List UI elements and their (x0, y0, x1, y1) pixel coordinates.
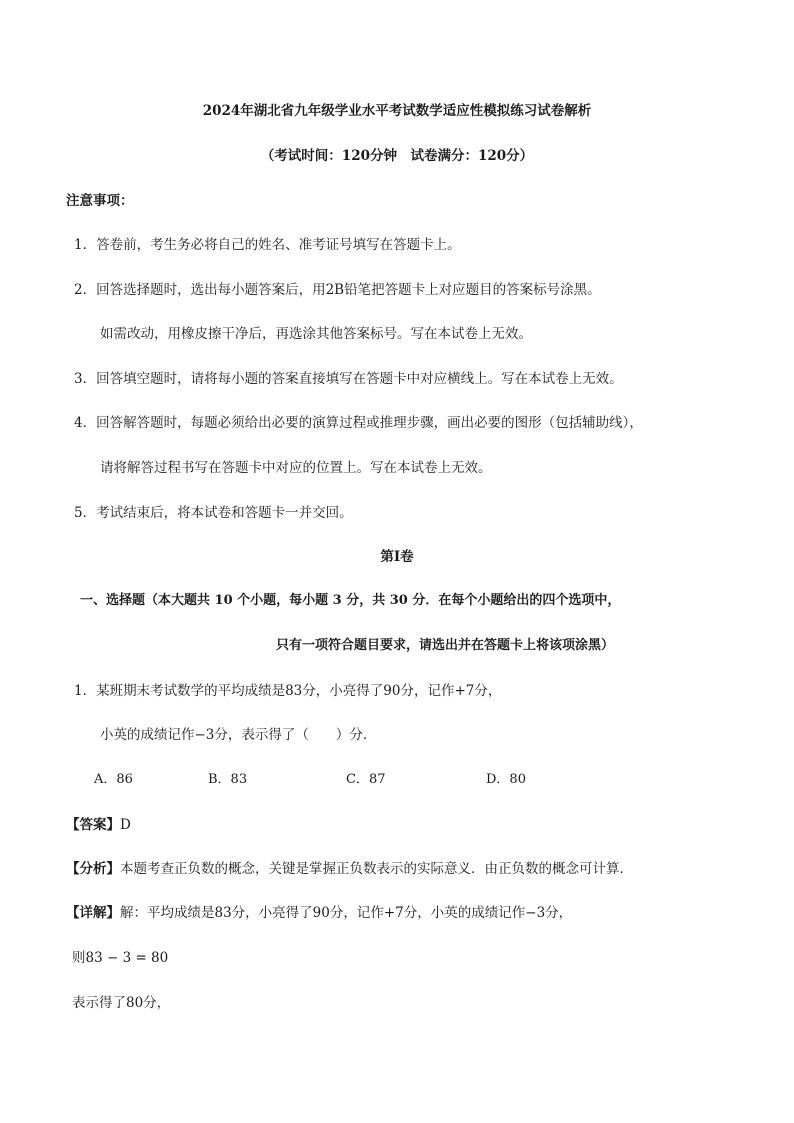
notice-item-4: 4．回答解答题时，每题必须给出必要的演算过程或推理步骤，画出必要的图形（包括辅助线）， (74, 415, 643, 431)
document-title: 2024年湖北省九年级学业水平考试数学适应性模拟练习试卷解析 (202, 103, 592, 119)
detail-tag: 【详解】 (66, 905, 120, 921)
option-b: B．83 (208, 772, 248, 787)
answer-value: D (120, 817, 131, 833)
notice-item-2: 2．回答选择题时，选出每小题答案后，用2B铅笔把答题卡上对应题目的答案标号涂黑。 (74, 282, 601, 298)
notice-item-2-continued: 如需改动，用橡皮擦干净后，再选涂其他答案标号。写在本试卷上无效。 (100, 326, 532, 342)
option-c: C．87 (346, 772, 386, 787)
analysis-tag: 【分析】 (66, 861, 120, 877)
detail-line (66, 904, 572, 922)
question-1-stem-continued: 小英的成绩记作−3分，表示得了（ ）分． (100, 727, 377, 743)
answer-line (66, 816, 131, 834)
document-subtitle: （考试时间：120分钟 试卷满分：120分） (260, 148, 534, 164)
question-1-stem: 1．某班期末考试数学的平均成绩是83分，小亮得了90分，记作+7分， (74, 683, 502, 699)
analysis-text: 本题考查正负数的概念，关键是掌握正负数表示的实际意义．由正负数的概念可计算． (120, 861, 633, 877)
calculation-line: 则83 − 3 = 80 (72, 950, 169, 966)
notice-item-1: 1．答卷前，考生务必将自己的姓名、准考证号填写在答题卡上。 (74, 237, 461, 253)
analysis-line (66, 860, 633, 878)
volume-label: 第Ⅰ卷 (380, 549, 414, 565)
option-a: A．86 (94, 772, 133, 787)
notice-item-4-continued: 请将解答过程书写在答题卡中对应的位置上。写在本试卷上无效。 (100, 460, 492, 476)
notice-item-5: 5．考试结束后，将本试卷和答题卡一并交回。 (74, 505, 353, 521)
option-d: D．80 (486, 772, 526, 787)
detail-text: 解：平均成绩是83分，小亮得了90分，记作+7分，小英的成绩记作−3分， (120, 905, 573, 921)
notice-heading: 注意事项： (66, 193, 134, 209)
section-heading-line-2: 只有一项符合题目要求，请选出并在答题卡上将该项涂黑） (276, 638, 615, 653)
conclusion-line: 表示得了80分， (72, 995, 171, 1011)
section-heading-line-1: 一、选择题（本大题共 10 个小题，每小题 3 分，共 30 分．在每个小题给出的四个选项中， (80, 593, 621, 608)
answer-tag: 【答案】 (66, 817, 120, 833)
notice-item-3: 3．回答填空题时，请将每小题的答案直接填写在答题卡中对应横线上。写在本试卷上无效。 (74, 371, 623, 387)
